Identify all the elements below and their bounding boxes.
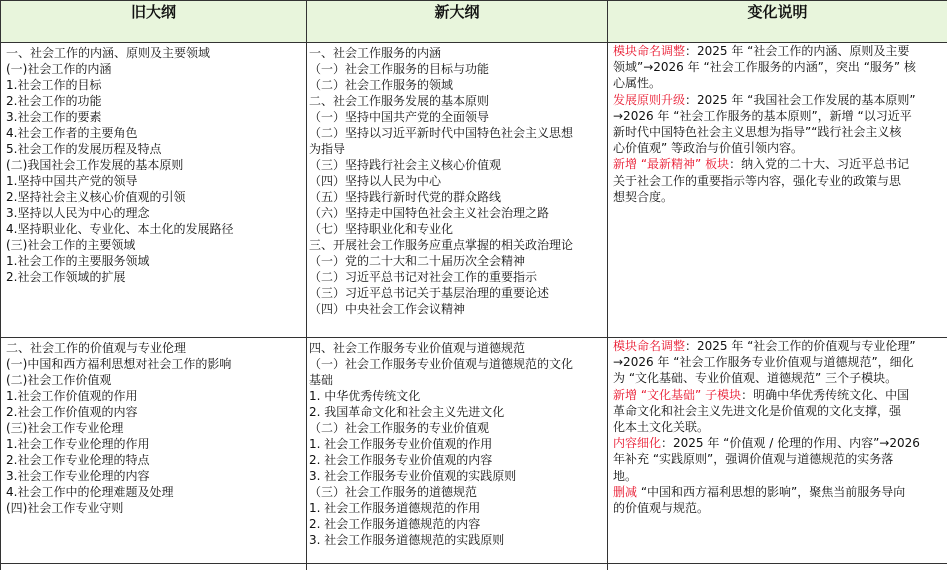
new-outline-line: （三）习近平总书记关于基层治理的重要论述 [309,285,604,301]
new-outline-line: （一）社会工作服务专业价值观与道德规范的文化 [309,356,604,372]
change-note-text: 年补充 “实践原则”，强调价值观与道德规范的实务落 [613,452,893,466]
old-outline-line: 3.社会工作专业伦理的内容 [6,468,303,484]
new-outline-line: 四、社会工作服务专业价值观与道德规范 [309,340,604,356]
new-outline-cell [307,43,608,338]
new-outline-cell [307,564,608,570]
new-outline-line: 1. 社会工作服务专业价值观的作用 [309,436,604,452]
table-row [1,43,947,338]
change-note-text: ：纳入党的二十大、习近平总书记 [729,157,909,171]
new-outline-line: 3. 社会工作服务道德规范的实践原则 [309,532,604,548]
old-outline-line: 4.社会工作者的主要角色 [6,125,303,141]
change-note-text: 为 “文化基础、专业价值观、道德规范” 三个子模块。 [613,371,897,385]
new-outline-line: 二、社会工作服务发展的基本原则 [309,93,604,109]
old-outline-line: 4.坚持职业化、专业化、本土化的发展路径 [6,221,303,237]
change-note-text: 革命文化和社会主义先进文化是价值观的文化支撑，强 [613,404,901,418]
new-outline-line: （六）坚持走中国特色社会主义社会治理之路 [309,205,604,221]
old-outline-line: 二、社会工作的价值观与专业伦理 [6,340,303,356]
change-note-tag: 模块命名调整 [613,44,685,58]
old-outline-line: (二)社会工作价值观 [6,372,303,388]
change-note-text: 关于社会工作的重要指示等内容，强化专业的政策与思 [613,174,901,188]
new-outline-line: （二）社会工作服务的专业价值观 [309,420,604,436]
change-note [613,387,943,436]
new-outline-line: （三）坚持践行社会主义核心价值观 [309,157,604,173]
change-note-text: 领域”→2026 年 “社会工作服务的内涵”，突出 “服务” 核 [613,60,916,74]
new-outline-line: （三）社会工作服务的道德规范 [309,484,604,500]
change-note-text: 想契合度。 [613,190,673,204]
change-note-text: ：2025 年 “价值观 / 伦理的作用、内容”→2026 [661,436,920,450]
change-note-tag: 内容细化 [613,436,661,450]
new-outline-cell [307,338,608,564]
table-row-partial [1,564,947,570]
change-note-text: 心属性。 [613,76,661,90]
header-old-outline: 旧大纲 [1,1,307,43]
new-outline-line: （一）坚持中国共产党的全面领导 [309,109,604,125]
old-outline-line: (四)社会工作专业守则 [6,500,303,516]
old-outline-line: (三)社会工作的主要领域 [6,237,303,253]
change-note-tag: 新增 “文化基础” 子模块 [613,388,741,402]
change-note-tag: 新增 “最新精神” 板块 [613,157,729,171]
old-outline-line: 2.社会工作价值观的内容 [6,404,303,420]
old-outline-line: 2.社会工作的功能 [6,93,303,109]
change-note [613,338,943,387]
new-outline-line: 1. 中华优秀传统文化 [309,388,604,404]
old-outline-line: 1.坚持中国共产党的领导 [6,173,303,189]
new-outline-line: （五）坚持践行新时代党的群众路线 [309,189,604,205]
old-outline-line: (一)社会工作的内涵 [6,61,303,77]
change-note-text: ：明确中华优秀传统文化、中国 [741,388,909,402]
new-outline-line: 3. 社会工作服务专业价值观的实践原则 [309,468,604,484]
new-outline-line: 2. 社会工作服务道德规范的内容 [309,516,604,532]
old-outline-line: 5.社会工作的发展历程及特点 [6,141,303,157]
old-outline-line: 2.坚持社会主义核心价值观的引领 [6,189,303,205]
new-outline-line: 一、社会工作服务的内涵 [309,45,604,61]
new-outline-line: （二）习近平总书记对社会工作的重要指示 [309,269,604,285]
header-row [1,1,947,43]
old-outline-line: 一、社会工作的内涵、原则及主要领域 [6,45,303,61]
new-outline-line: 1. 社会工作服务道德规范的作用 [309,500,604,516]
new-outline-line: （七）坚持职业化和专业化 [309,221,604,237]
change-note-text: ：2025 年 “社会工作的价值观与专业伦理” [685,339,916,353]
old-outline-line: 1.社会工作的主要服务领域 [6,253,303,269]
change-note-text: 地。 [613,469,637,483]
old-outline-line: 3.社会工作的要素 [6,109,303,125]
change-notes-cell [608,338,947,564]
new-outline-line: （一）社会工作服务的目标与功能 [309,61,604,77]
old-outline-line: 2.社会工作专业伦理的特点 [6,452,303,468]
change-note [613,43,943,92]
change-note-text: ：2025 年 “我国社会工作发展的基本原则” [685,93,916,107]
new-outline-line: 基础 [309,372,604,388]
new-outline-line: （二）社会工作服务的领域 [309,77,604,93]
old-outline-line: 1.社会工作的目标 [6,77,303,93]
old-outline-line: (一)中国和西方福利思想对社会工作的影响 [6,356,303,372]
change-notes-cell [608,43,947,338]
change-note-text: “中国和西方福利思想的影响”，聚焦当前服务导向 [637,485,905,499]
change-notes-cell [608,564,947,570]
change-note [613,92,943,157]
change-note-text: 心价值观” 等政治与价值引领内容。 [613,141,803,155]
old-outline-line: (二)我国社会工作发展的基本原则 [6,157,303,173]
change-note-tag: 发展原则升级 [613,93,685,107]
change-note-tag: 删减 [613,485,637,499]
change-note [613,156,943,205]
table-row [1,338,947,564]
change-note-tag: 模块命名调整 [613,339,685,353]
new-outline-line: 2. 社会工作服务专业价值观的内容 [309,452,604,468]
new-outline-line: （四）中央社会工作会议精神 [309,301,604,317]
change-note-text: →2026 年 “社会工作服务专业价值观与道德规范”，细化 [613,355,914,369]
old-outline-line: (三)社会工作专业伦理 [6,420,303,436]
change-note-text: 新时代中国特色社会主义思想为指导”“践行社会主义核 [613,125,901,139]
new-outline-line: （二）坚持以习近平新时代中国特色社会主义思想 [309,125,604,141]
old-outline-cell [1,564,307,570]
change-note-text: 的价值观与规范。 [613,501,709,515]
old-outline-cell [1,43,307,338]
change-note-text: →2026 年 “社会工作服务的基本原则”，新增 “以习近平 [613,109,912,123]
old-outline-line: 4.社会工作中的伦理难题及处理 [6,484,303,500]
old-outline-line: 3.坚持以人民为中心的理念 [6,205,303,221]
old-outline-cell [1,338,307,564]
change-note [613,435,943,484]
header-change-notes: 变化说明 [608,1,947,43]
new-outline-line: 为指导 [309,141,604,157]
new-outline-line: 三、开展社会工作服务应重点掌握的相关政治理论 [309,237,604,253]
change-note-text: ：2025 年 “社会工作的内涵、原则及主要 [685,44,909,58]
new-outline-line: （一）党的二十大和二十届历次全会精神 [309,253,604,269]
change-note [613,484,943,516]
header-new-outline: 新大纲 [307,1,608,43]
change-note-text: 化本土文化关联。 [613,420,709,434]
new-outline-line: 2. 我国革命文化和社会主义先进文化 [309,404,604,420]
new-outline-line: （四）坚持以人民为中心 [309,173,604,189]
old-outline-line: 1.社会工作价值观的作用 [6,388,303,404]
old-outline-line: 1.社会工作专业伦理的作用 [6,436,303,452]
old-outline-line: 2.社会工作领域的扩展 [6,269,303,285]
